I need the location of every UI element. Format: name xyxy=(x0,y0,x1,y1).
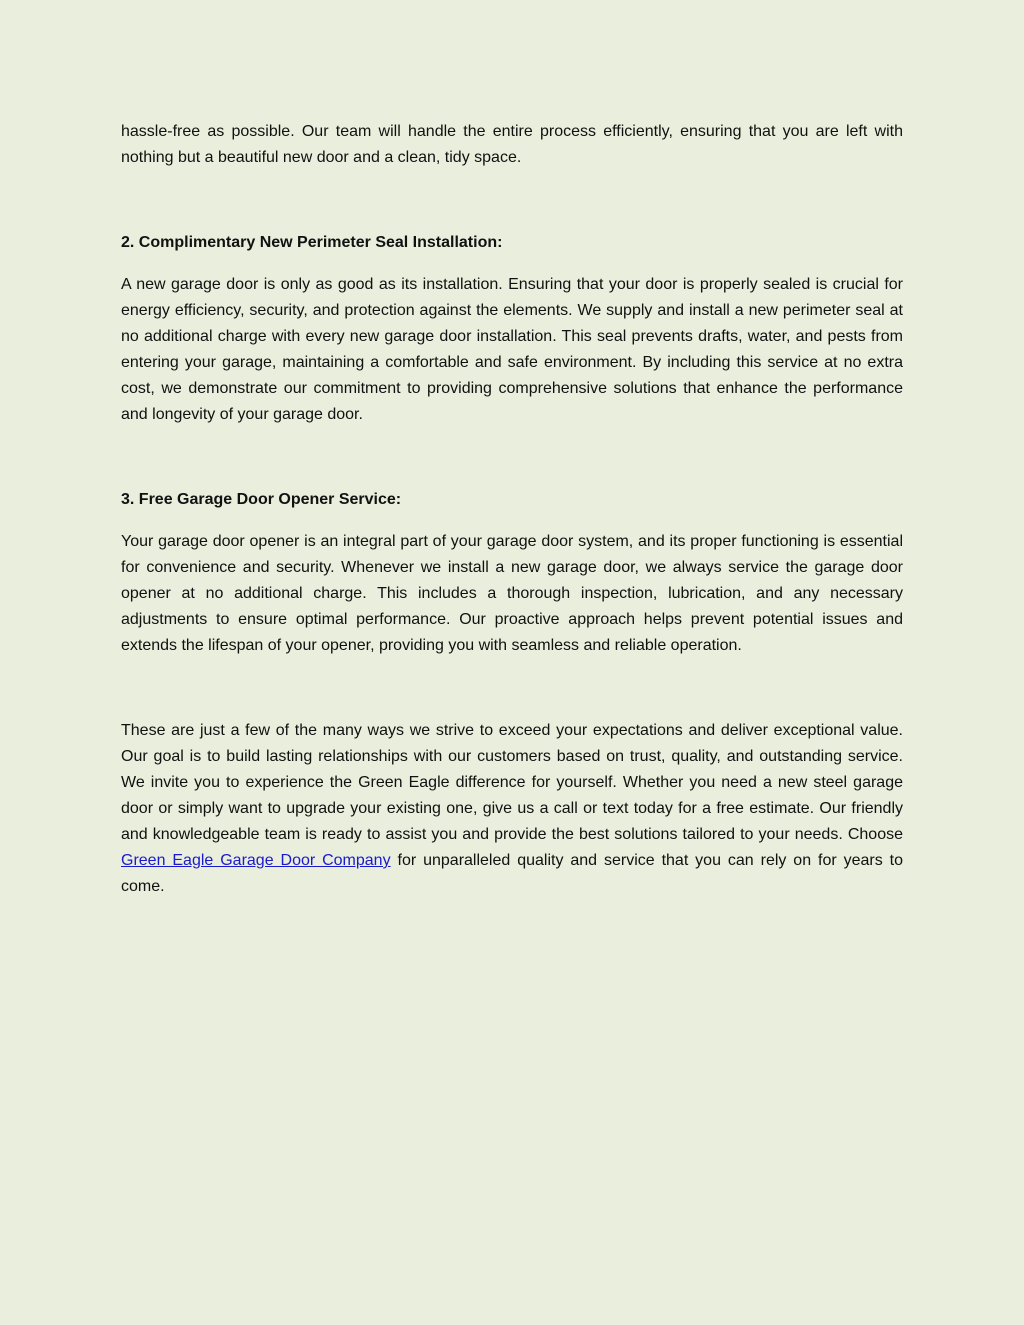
document-page xyxy=(121,119,903,900)
closing-paragraph xyxy=(121,718,903,900)
company-link[interactable]: Green Eagle Garage Door Company xyxy=(121,852,391,869)
section-body-opener-service: Your garage door opener is an integral part of your garage door system, and its proper functioning is essential for convenience and security. Whenever we install a new garage door, we always service the garage door opener at no additional charge. This includes a thorough inspection, lubrication, and any necessary adjustments to ensure optimal performance. Our proactive approach helps prevent potential issues and extends the lifespan of your opener, providing you with seamless and reliable operation. xyxy=(121,533,903,654)
section-heading-perimeter-seal: 2. Complimentary New Perimeter Seal Installation: xyxy=(121,234,503,251)
intro-paragraph: hassle-free as possible. Our team will handle the entire process efficiently, ensuring that you are left with nothing but a beautiful new door and a clean, tidy space. xyxy=(121,123,903,166)
closing-text-after-link: for unparalleled quality and service that you can rely on for years to come. xyxy=(121,852,904,895)
section-heading-opener-service: 3. Free Garage Door Opener Service: xyxy=(121,491,402,508)
closing-text-before-link: These are just a few of the many ways we strive to exceed your expectations and deliver exceptional value. Our goal is to build lasting relationships with our customers based on trust, quality, and outstanding service. We invite you to experience the Green Eagle difference for yourself. Whether you need a new steel garage door or simply want to upgrade your existing one, give us a call or text today for a free estimate. Our friendly and knowledgeable team is ready to assist you and provide the best solutions tailored to your needs. Choose xyxy=(121,722,903,843)
section-body-perimeter-seal: A new garage door is only as good as its installation. Ensuring that your door is properly sealed is crucial for energy efficiency, security, and protection against the elements. We supply and install a new perimeter seal at no additional charge with every new garage door installation. This seal prevents drafts, water, and pests from entering your garage, maintaining a comfortable and safe environment. By including this service at no extra cost, we demonstrate our commitment to providing comprehensive solutions that enhance the performance and longevity of your garage door. xyxy=(121,276,903,423)
